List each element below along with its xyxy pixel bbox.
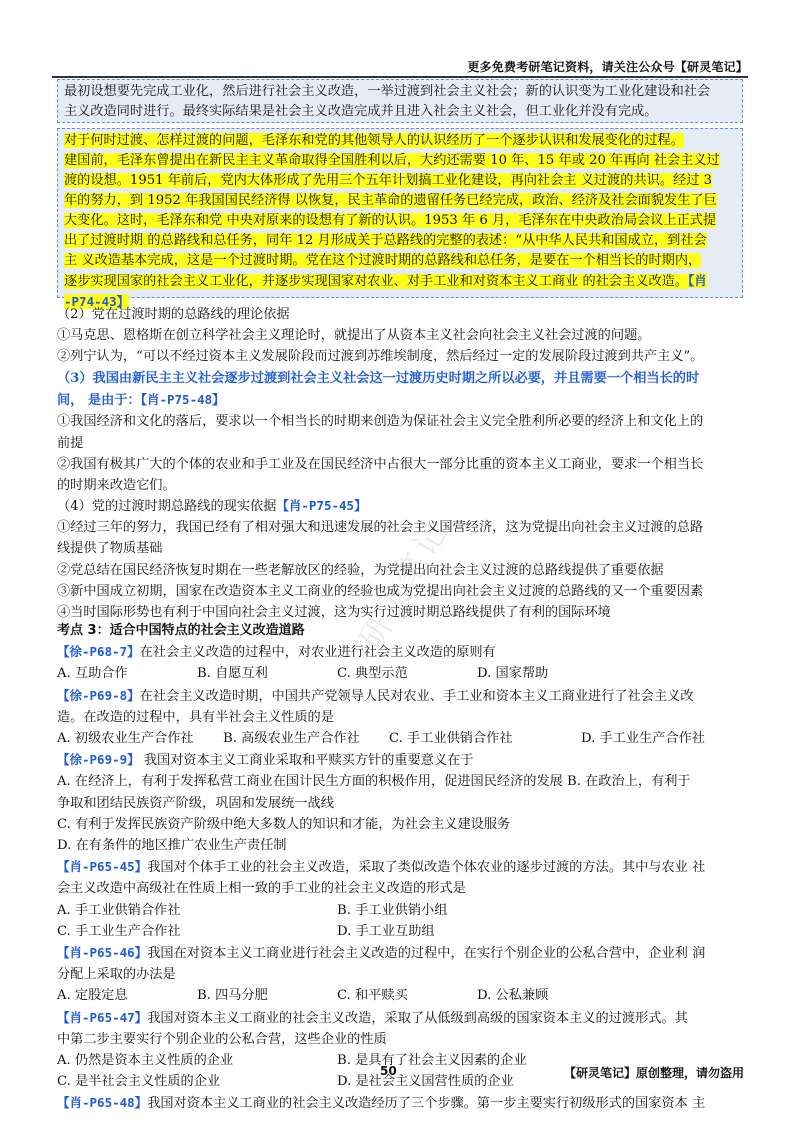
question-ref: 【徐-P69-9】 (57, 752, 140, 768)
option-d: D. 公私兼顾 (477, 988, 549, 1004)
option-c: C. 手工业生产合作社 (57, 923, 181, 939)
source-ref: 【肖-P75-45】 (276, 498, 367, 513)
option-a: A. 仍然是资本主义性质的企业 (57, 1053, 234, 1069)
kaodian-title: 考点 3：适合中国特点的社会主义改造道路 (57, 623, 305, 638)
option-b: B. 四马分肥 (197, 988, 268, 1004)
question-ref: 【肖-P65-47】 (57, 1009, 148, 1025)
box2-line: 渡的设想。1951 年前后，党内大体形成了先用三个五年计划搞工业化建设，再向社会主 义过渡的共识。经过 3 (64, 173, 712, 188)
question-stem: 我国对资本主义工商业的社会主义改造，采取了从低级到高级的国家资本主义的过渡形式。其 (147, 1010, 688, 1026)
question-options (57, 663, 747, 684)
question-stem: 我国在对资本主义工商业进行社会主义改造的过程中，在实行个别企业的公私合营中，企业利 润 (147, 946, 706, 962)
question-ref: 【肖-P65-46】 (57, 945, 148, 961)
option-b: B. 高级农业生产合作社 (223, 731, 360, 747)
source-ref: -P74-43】 (64, 294, 130, 309)
box2-line: 对于何时过渡、怎样过渡的问题，毛泽东和党的其他领导人的认识经历了一个逐步认识和发展变化的过程。 (64, 133, 684, 148)
question-ref: 【肖-P65-48】 (57, 1095, 148, 1111)
question-ref: 【肖-P65-45】 (57, 859, 148, 875)
option-b: B. 是具有了社会主义因素的企业 (337, 1053, 527, 1069)
header-rule (52, 76, 748, 78)
section-2-point: ②列宁认为，“可以不经过资本主义发展阶段而过渡到苏维埃制度，然后经过一定的发展阶段过渡到共产主义”。 (57, 349, 704, 365)
question-options (57, 728, 747, 749)
box2-line: 逐步实现国家的社会主义工业化，并逐步实现国家对农业、对手工业和对资本主义工商业 的社会主义改造。 (64, 274, 689, 289)
section-4-point: ④当时国际形势也有利于中国向社会主义过渡，这为实行过渡时期总路线提供了有利的国际环境 (57, 605, 611, 621)
option-c: C. 和平赎买 (337, 988, 408, 1004)
option-a: A. 定股定息 (57, 988, 128, 1004)
question-ref: 【徐-P68-7】 (57, 644, 140, 660)
option-c: C. 有利于发挥民族资产阶级中绝大多数人的知识和才能，为社会主义建设服务 (57, 816, 511, 832)
option-a: A. 初级农业生产合作社 (57, 731, 194, 747)
section-4 (57, 495, 747, 623)
question-options (57, 921, 747, 942)
option-c: C. 典型示范 (337, 666, 408, 682)
question-stem: 我国对资本主义工商业采取和平赎买方针的重要意义在于 (139, 753, 474, 769)
box2-line: 主 义改造基本完成，这是一个过渡时期。党在这个过渡时期的总路线和总任务，是要在一个相当长的时期内， (64, 253, 702, 268)
question-options (57, 900, 747, 921)
source-ref: 【肖 (688, 273, 707, 288)
question-ref: 【徐-P69-8】 (57, 687, 140, 703)
question-stem: 在社会主义改造时期，中国共产党领导人民对农业、手工业和资本主义工商业进行了社会主义改 (139, 688, 694, 704)
option-c: C. 手工业供销合作社 (389, 731, 513, 747)
section-4-title: （4）党的过渡时期总路线的现实依据 (57, 499, 277, 514)
option-d: D. 是社会主义国营性质的企业 (337, 1074, 514, 1090)
note-box-1 (57, 79, 743, 123)
question-stem: 在社会主义改造的过程中，对农业进行社会主义改造的原则有 (139, 645, 496, 661)
question-stem: 造。在改造的过程中，具有半社会主义性质的是 (57, 709, 334, 725)
page-header: 更多免费考研笔记资料，请关注公众号【研灵笔记】 (467, 60, 748, 74)
option-a: A. 在经济上，有利于发挥私营工商业在国计民生方面的积极作用，促进国民经济的发展 B. 在政治上，有利于 (57, 774, 691, 790)
section-4-point: 线提供了物质基础 (57, 541, 163, 557)
page-number: 50 (380, 1064, 397, 1078)
section-3-point: ①我国经济和文化的落后，要求以一个相当长的时期来创造为保证社会主义完全胜利所必要的经济上和文化上的 (57, 414, 704, 430)
section-3-title: （3）我国由新民主主义社会逐步过渡到社会主义社会这一过渡历史时期之所以必要，并且需要一个相当长的时 (57, 371, 700, 386)
section-4-point: ②党总结在国民经济恢复时期在一些老解放区的经验，为党提出向社会主义过渡的总路线提供了重要依据 (57, 562, 664, 578)
question-stem: 分配上采取的办法是 (57, 967, 176, 983)
box2-line: 出了过渡时期 的总路线和总任务，同年 12 月形成关于总路线的完整的表述：“从中华人民共和国成立，到社会 (64, 233, 707, 248)
questions-section (57, 620, 747, 1115)
option-d: D. 手工业生产合作社 (581, 731, 705, 747)
option-d: D. 手工业互助组 (337, 923, 435, 939)
box2-line: 大变化。这时，毛泽东和党 中央对原来的设想有了新的认识。1953 年 6 月，毛泽东在中央政治局会议上正式提 (64, 213, 717, 228)
section-3-title: 间， 是由于： (57, 393, 141, 409)
option-b: B. 手工业供销小组 (337, 902, 448, 918)
section-2 (57, 304, 747, 368)
option-d: D. 在有条件的地区推广农业生产责任制 (57, 838, 287, 854)
box1-line: 最初设想要先完成工业化，然后进行社会主义改造，一举过渡到社会主义社会；新的认识变为工业化建设和社会 (64, 84, 711, 99)
box2-line: 建国前，毛泽东曾提出在新民主主义革命取得全国胜利以后，大约还需要 10 年、15 年或 20 年再向 社会主义过 (64, 153, 720, 168)
option-b: B. 自愿互利 (197, 666, 268, 682)
question-options (57, 985, 747, 1006)
box1-line: 主义改造同时进行。最终实际结果是社会主义改造完成并且进入社会主义社会，但工业化并没有完成。 (64, 104, 658, 119)
option-a: A. 手工业供销合作社 (57, 902, 181, 918)
note-box-2 (57, 128, 743, 309)
box2-line: 年的努力，到 1952 年我国国民经济得 以恢复，民主革命的遗留任务已经完成，政治、经济及社会面貌发生了巨 (64, 193, 717, 208)
question-stem: 我国对资本主义工商业的社会主义改造经历了三个步骤。第一步主要实行初级形式的国家资本 主 (147, 1096, 706, 1112)
source-ref: 【肖-P75-48】 (140, 392, 225, 408)
section-2-point: ①马克思、恩格斯在创立科学社会主义理论时，就提出了从资本主义社会向社会主义社会过渡的问题。 (57, 328, 651, 344)
watermark: 研灵笔记 (351, 512, 457, 656)
question-stem: 中第二步主要实行个别企业的公私合营，这些企业的性质 (57, 1031, 387, 1047)
section-4-point: ③新中国成立初期，国家在改造资本主义工商业的经验也成为党提出向社会主义过渡的总路线的又一个重要因素 (57, 583, 704, 599)
question-stem: 会主义改造中高级社在性质上相一致的手工业的社会主义改造的形式是 (57, 881, 466, 897)
section-3 (57, 368, 747, 496)
section-4-point: ①经过三年的努力，我国已经有了相对强大和迅速发展的社会主义国营经济，这为党提出向社会主义过渡的总路 (57, 520, 704, 536)
question-stem: 我国对个体手工业的社会主义改造，采取了类似改造个体农业的逐步过渡的方法。其中与农业 社 (147, 860, 706, 876)
option-b: 争取和团结民族资产阶级，巩固和发展统一战线 (57, 795, 334, 811)
section-3-point: ②我国有极其广大的个体的农业和手工业及在国民经济中占很大一部分比重的资本主义工商业，要求一个相当长 (57, 456, 704, 472)
footer-note: 【研灵笔记】原创整理，请勿盗用 (563, 1066, 744, 1080)
option-d: D. 国家帮助 (477, 666, 549, 682)
section-2-title: （2）党在过渡时期的总路线的理论依据 (57, 307, 290, 322)
option-c: C. 是半社会主义性质的企业 (57, 1074, 221, 1090)
section-3-point: 前提 (57, 435, 84, 451)
option-a: A. 互助合作 (57, 666, 128, 682)
section-3-point: 的时期来改造它们。 (57, 478, 176, 494)
